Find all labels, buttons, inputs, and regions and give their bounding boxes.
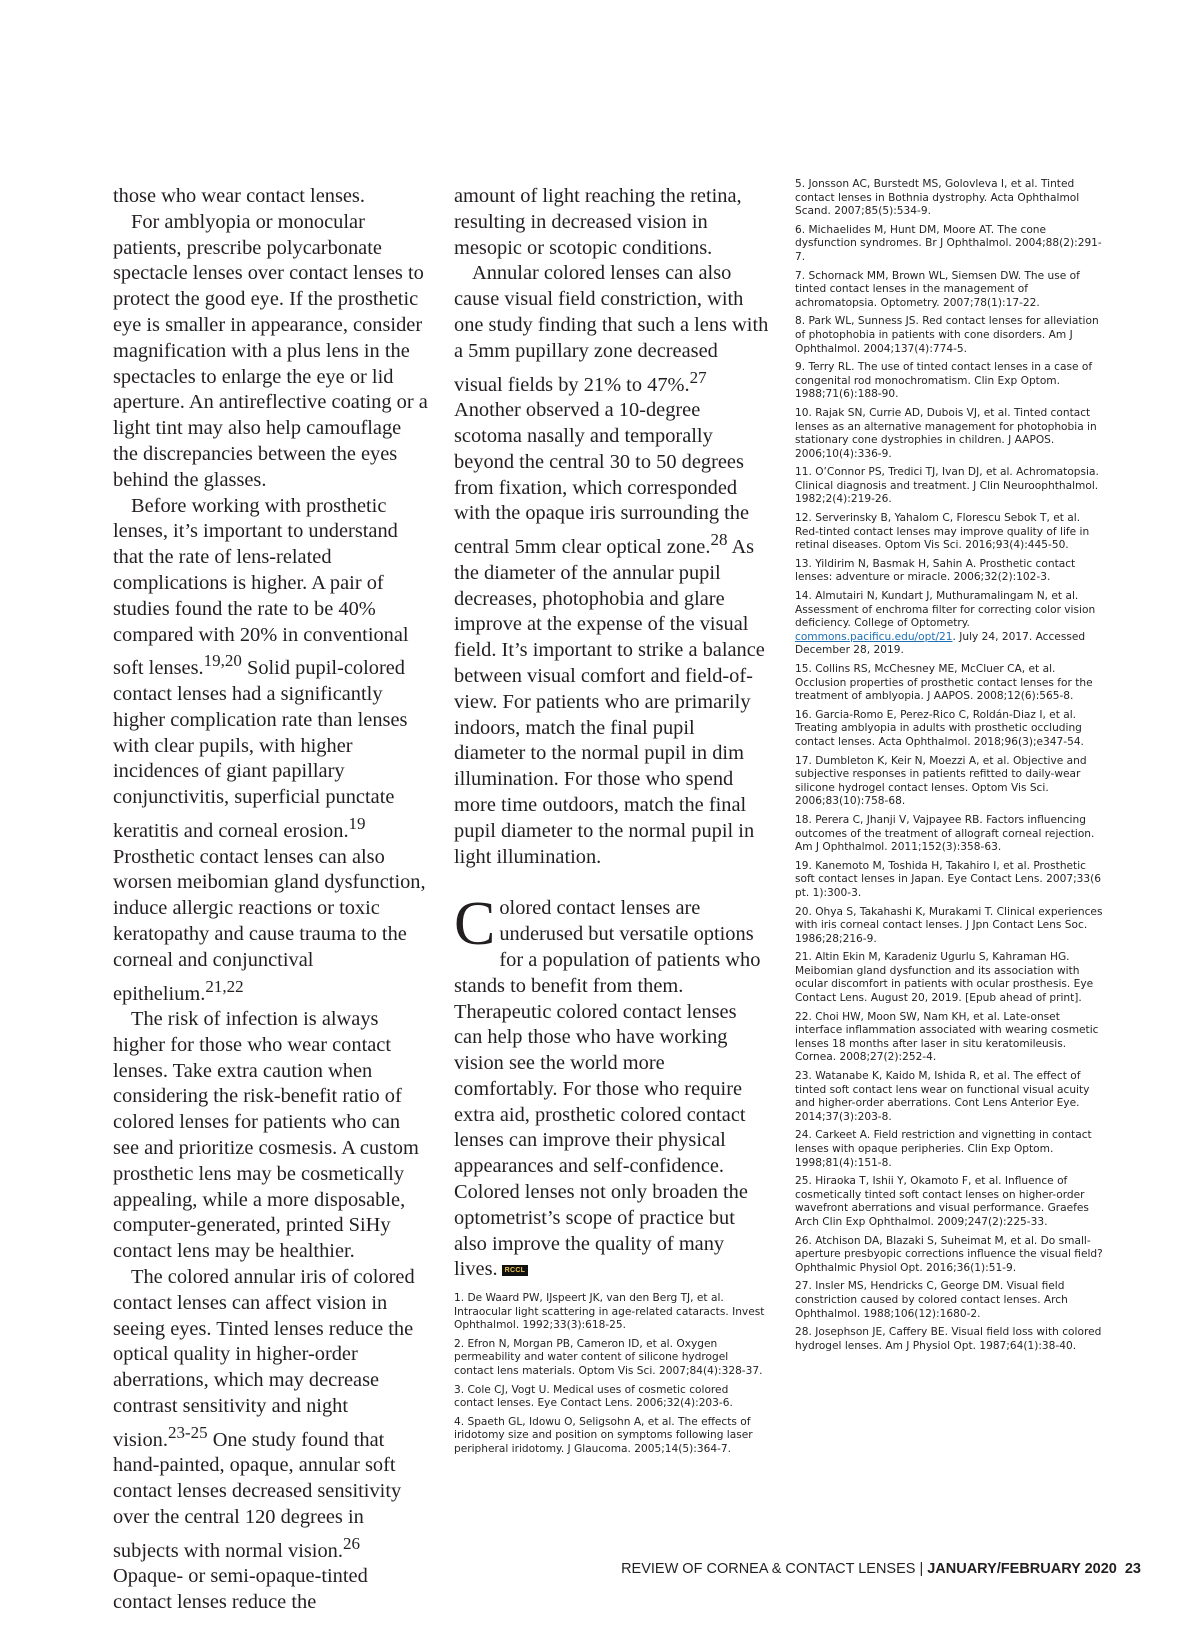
reference-item: 15. Collins RS, McChesney ME, McCluer CA, et al. Occlusion properties of prosthetic contact lenses for the treatment of amblyopia. J AAPOS. 2008;12(6):565-8. (795, 663, 1093, 703)
rccl-end-mark-icon: RCCL (502, 1265, 529, 1276)
references-list-left (454, 1292, 766, 1462)
reference-item: 26. Atchison DA, Blazaki S, Suheimat M, et al. Do small-aperture presbyopic corrections influence the visual field? Ophthalmic Physiol Opt. 2016;36(1):51-9. (795, 1234, 1103, 1274)
reference-item: 22. Choi HW, Moon SW, Nam KH, et al. Late-onset interface inflammation associated with wearing cosmetic lenses 18 months after laser in situ keratomileusis. Cornea. 2008;27(2):252-4. (795, 1010, 1099, 1064)
reference-item: 2. Efron N, Morgan PB, Cameron ID, et al. Oxygen permeability and water content of silicone hydrogel contact lens materials. Optom Vis Sci. 2007;84(4):328-37. (454, 1337, 763, 1377)
text-run: As the diameter of the annular pupil decreases, photophobia and glare improve at the expense of the visual field. It’s important to strike a balance between visual comfort and field-of-view. For patients who are primarily indoors, match the final pupil diameter to the normal pupil in dim illumination. For those who spend more time outdoors, match the final pupil diameter to the normal pupil in light illumination. (454, 535, 765, 868)
drop-cap: C (454, 890, 496, 959)
text-run: Before working with prosthetic lenses, it’s important to understand that the rate of lens-related complications is higher. A pair of studies found the rate to be 40% compared with 20% in conventional soft lenses. (113, 494, 409, 680)
reference-item: 3. Cole CJ, Vogt U. Medical uses of cosmetic colored contact lenses. Eye Contact Lens. 2006;32(4):203-6. (454, 1383, 733, 1410)
issue-date: JANUARY/FEBRUARY 2020 (927, 1561, 1117, 1577)
reference-item: 5. Jonsson AC, Burstedt MS, Golovleva I, et al. Tinted contact lenses in Bothnia dystrophy. Acta Ophthalmol Scand. 2007;85(5):534-9. (795, 178, 1080, 218)
reference-item: 17. Dumbleton K, Keir N, Moezzi A, et al. Objective and subjective responses in patients refitted to daily-wear silicone hydrogel contact lenses. Optom Vis Sci. 2006;83(10):758-68. (795, 754, 1087, 808)
text-run: Opaque- or semi-opaque-tinted contact lenses reduce the (113, 1565, 368, 1614)
reference-item: 16. Garcia-Romo E, Perez-Rico C, Roldán-Diaz I, et al. Treating amblyopia in adults with prosthetic occluding contact lenses. Acta Ophthalmol. 2018;96(3);e347-54. (795, 708, 1084, 748)
paragraph: amount of light reaching the retina, resulting in decreased vision in mesopic or scotopic conditions. (454, 185, 742, 259)
citation-superscript: 19 (348, 813, 366, 833)
paragraph: those who wear contact lenses. (113, 185, 365, 207)
citation-superscript: 21,22 (205, 976, 244, 996)
article-column-1 (113, 184, 428, 1616)
text-run: 14. Almutairi N, Kundart J, Muthuramalingam N, et al. Assessment of enchroma filter for correcting color vision deficiency. College of Optometry. (795, 590, 1096, 630)
text-run: Another observed a 10-degree scotoma nasally and temporally beyond the central 30 to 50 degrees from fixation, which corresponded with the opaque iris surrounding the central 5mm clear optical zone. (454, 399, 750, 558)
reference-item: 19. Kanemoto M, Toshida H, Takahiro I, et al. Prosthetic soft contact lenses in Japan. Eye Contact Lens. 2007;33(6 pt. 1):300-3. (795, 859, 1101, 899)
reference-item: 7. Schornack MM, Brown WL, Siemsen DW. The use of tinted contact lenses in the management of achromatopsia. Optometry. 2007;78(1):17-22. (795, 269, 1080, 309)
text-run: The colored annular iris of colored contact lenses can affect vision in seeing eyes. Tinted lenses reduce the optical quality in higher-order aberrations, which may decrease contrast sensitivity and night vision. (113, 1266, 415, 1451)
reference-item: 10. Rajak SN, Currie AD, Dubois VJ, et al. Tinted contact lenses as an alternative management for photophobia in stationary cone dystrophies in children. J AAPOS. 2006;10(4):336-9. (795, 406, 1097, 460)
citation-superscript: 26 (342, 1533, 360, 1553)
reference-item: 21. Altin Ekin M, Karadeniz Ugurlu S, Kahraman HG. Meibomian gland dysfunction and its association with ocular discomfort in patients with ocular prosthesis. Eye Contact Lens. August 20, 2019. [Epub ahead of print]. (795, 951, 1094, 1005)
reference-item: 20. Ohya S, Takahashi K, Murakami T. Clinical experiences with iris corneal contact lenses. J Jpn Contact Lens Soc. 1986;28;216-9. (795, 905, 1103, 945)
reference-item: 18. Perera C, Jhanji V, Vajpayee RB. Factors influencing outcomes of the treatment of allograft corneal rejection. Am J Ophthalmol. 2011;152(3):358-63. (795, 813, 1095, 854)
reference-item: 11. O’Connor PS, Tredici TJ, Ivan DJ, et al. Achromatopsia. Clinical diagnosis and treatment. J Clin Neuroophthalmol. 1982;2(4):219-26. (795, 466, 1099, 506)
text-run: olored contact lenses are underused but versatile options for a population of patients who stands to benefit from them. Therapeutic colored contact lenses can help those who have working vision see the world more comfortably. For those who require extra aid, prosthetic colored contact lenses can improve their physical appearances and self-confidence. Colored lenses not only broaden the optometrist’s scope of practice but also improve the quality of many lives. (454, 897, 761, 1281)
reference-item: 27. Insler MS, Hendricks C, George DM. Visual field constriction caused by colored contact lenses. Arch Ophthalmol. 1988;106(12):1680-2. (795, 1280, 1068, 1320)
citation-superscript: 19,20 (203, 651, 242, 671)
citation-superscript: 27 (689, 367, 707, 387)
reference-item: 24. Carkeet A. Field restriction and vignetting in contact lenses with opaque peripheries. Clin Exp Optom. 1998;81(4):151-8. (795, 1129, 1092, 1169)
citation-superscript: 28 (710, 530, 728, 550)
publication-name: REVIEW OF CORNEA & CONTACT LENSES (621, 1561, 916, 1577)
reference-item: 25. Hiraoka T, Ishii Y, Okamoto F, et al. Influence of cosmetically tinted soft contact lenses on higher-order wavefront aberrations and visual performance. Graefes Arch Clin Exp Ophthalmol. 2009;247(2):225-33. (795, 1175, 1089, 1228)
reference-item: 23. Watanabe K, Kaido M, Ishida R, et al. The effect of tinted soft contact lens wear on functional visual acuity and higher-order aberrations. Cont Lens Anterior Eye. 2014;37(3):203-8. (795, 1070, 1090, 1123)
paragraph (113, 494, 428, 1008)
paragraph (454, 261, 769, 870)
closing-paragraph (454, 890, 769, 1283)
paragraph: For amblyopia or monocular patients, prescribe polycarbonate spectacle lenses over contact lenses to protect the good eye. If the prosthetic eye is smaller in appearance, consider magnification with a plus lens in the spectacles to enlarge the eye or lid aperture. An antireflective coating or a light tint may also help camouflage the discrepancies between the eyes behind the glasses. (113, 210, 428, 491)
references-list-right (795, 178, 1107, 1358)
reference-link[interactable]: commons.pacificu.edu/opt/21 (795, 630, 953, 643)
paragraph: The risk of infection is always higher for those who wear contact lenses. Take extra caution when considering the risk-benefit ratio of colored lenses for patients who can see and prioritize cosmesis. A custom prosthetic lens may be cosmetically appealing, while a more disposable, computer-generated, printed SiHy contact lens may be healthier. (113, 1008, 419, 1263)
reference-item: 12. Serverinsky B, Yahalom C, Florescu Sebok T, et al. Red-tinted contact lenses may improve quality of life in retinal diseases. Optom Vis Sci. 2016;93(4):445-50. (795, 512, 1090, 552)
reference-item: 8. Park WL, Sunness JS. Red contact lenses for alleviation of photophobia in patients with cone disorders. Am J Ophthalmol. 2004;137(4):774-5. (795, 315, 1099, 355)
page-footer (621, 1561, 1141, 1577)
reference-item: 6. Michaelides M, Hunt DM, Moore AT. The cone dysfunction syndromes. Br J Ophthalmol. 2004;88(2):291-7. (795, 223, 1102, 263)
reference-item: 28. Josephson JE, Caffery BE. Visual field loss with colored hydrogel lenses. Am J Physiol Opt. 1987;64(1):38-40. (795, 1326, 1102, 1352)
article-column-2 (454, 184, 769, 1283)
text-run: . July 24, 2017. Accessed December 28, 2019. (795, 630, 1086, 657)
page-number: 23 (1124, 1561, 1141, 1577)
paragraph (113, 1265, 428, 1616)
reference-item: 9. Terry RL. The use of tinted contact lenses in a case of congenital rod monochromatism. Clin Exp Optom. 1988;71(6):188-90. (795, 361, 1093, 401)
footer-separator: | (919, 1561, 924, 1577)
reference-item: 13. Yildirim N, Basmak H, Sahin A. Prosthetic contact lenses: adventure or miracle. 2006;32(2):102-3. (795, 557, 1076, 584)
text-run: Prosthetic contact lenses can also worsen meibomian gland dysfunction, induce allergic reactions or toxic keratopathy and cause trauma to the corneal and conjunctival epithelium. (113, 845, 426, 1005)
reference-item (795, 590, 1107, 658)
text-run: Solid pupil-colored contact lenses had a significantly higher complication rate than lenses with clear pupils, with higher incidences of giant papillary conjunctivitis, superficial punctate keratitis and corneal erosion. (113, 657, 408, 842)
text-run: One study found that hand-painted, opaque, annular soft contact lenses decreased sensitivity over the central 120 degrees in subjects with normal vision. (113, 1428, 402, 1562)
text-run: Annular colored lenses can also cause visual field constriction, with one study finding that such a lens with a 5mm pupillary zone decreased visual fields by 21% to 47%. (454, 262, 769, 396)
citation-superscript: 23-25 (167, 1422, 208, 1442)
reference-item: 4. Spaeth GL, Idowu O, Seligsohn A, et al. The effects of iridotomy size and position on symptoms following laser peripheral iridotomy. J Glaucoma. 2005;14(5):364-7. (454, 1415, 753, 1455)
reference-item: 1. De Waard PW, IJspeert JK, van den Berg TJ, et al. Intraocular light scattering in age-related cataracts. Invest Ophthalmol. 1992;33(3):618-25. (454, 1292, 765, 1332)
